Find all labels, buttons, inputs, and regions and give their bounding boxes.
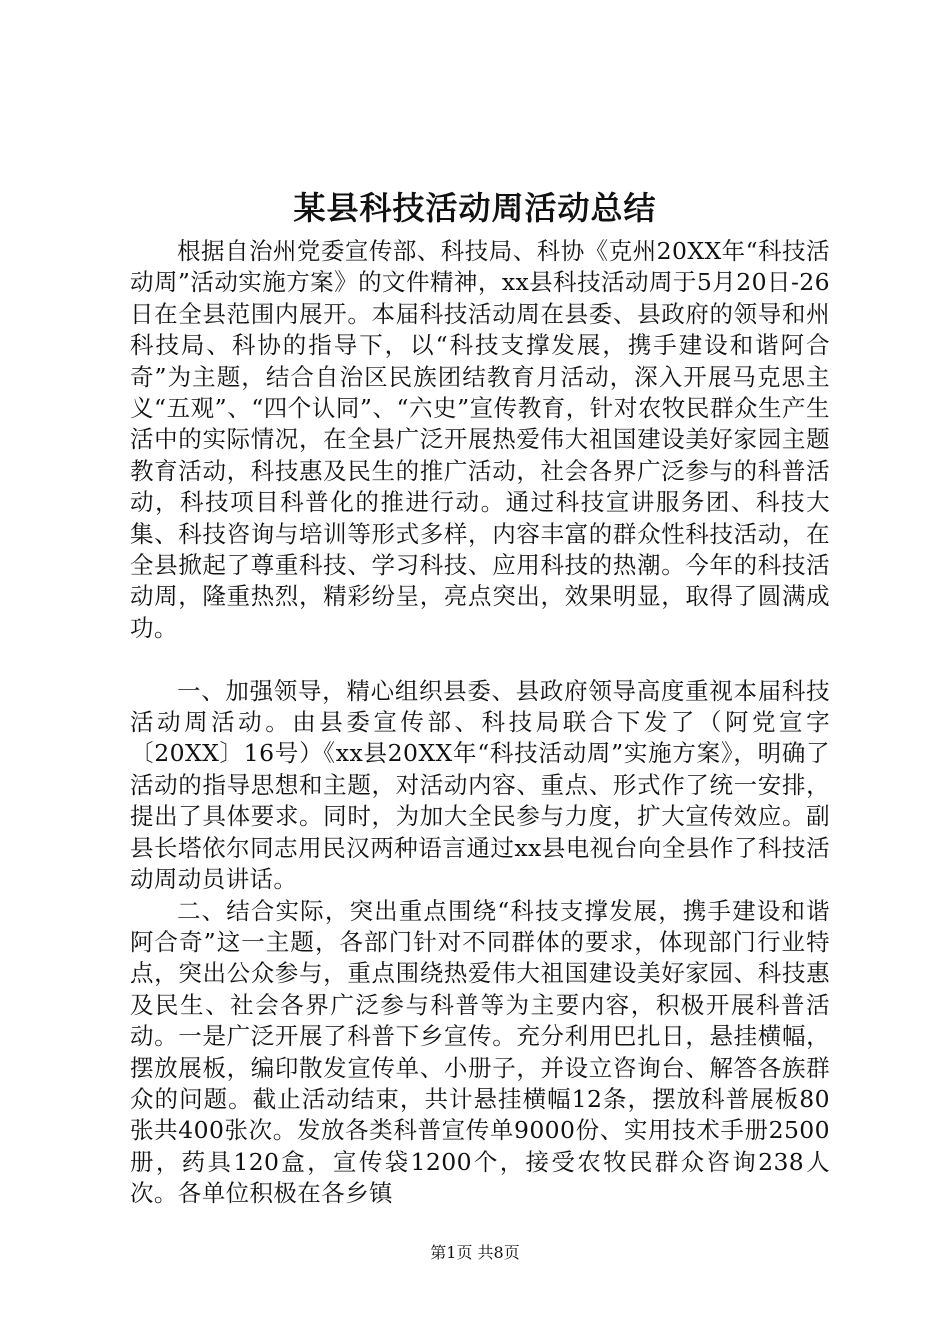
paragraph-section-2: 二、结合实际，突出重点围绕“科技支撑发展，携手建设和谐阿合奇”这一主题，各部门针对不同群体的要求，体现部门行业特点，突出公众参与，重点围绕热爱伟大祖国建设美好家园、科技惠及民生、社会各界广泛参与科普等为主要内容，积极开展科普活动。一是广泛开展了科普下乡宣传。充分利用巴扎日，悬挂横幅，摆放展板，编印散发宣传单、小册子，并设立咨询台、解答各族群众的问题。截止活动结束，共计悬挂横幅12条，摆放科普展板80张共400张次。发放各类科普宣传单9000份、实用技术手册2500册，药具120盒，宣传袋1200个，接受农牧民群众咨询238人次。各单位积极在各乡镇 (130, 896, 830, 1208)
page-footer: 第1页 共8页 (430, 1243, 520, 1262)
paragraph-intro: 根据自治州党委宣传部、科技局、科协《克州20XX年“科技活动周”活动实施方案》的文件精神，xx县科技活动周于5月20日-26日在全县范围内展开。本届科技活动周在县委、县政府的领导和州科技局、科协的指导下，以“科技支撑发展，携手建设和谐阿合奇”为主题，结合自治区民族团结教育月活动，深入开展马克思主义“五观”、“四个认同”、“六史”宣传教育，针对农牧民群众生产生活中的实际情况，在全县广泛开展热爱伟大祖国建设美好家园主题教育活动，科技惠及民生的推广活动，社会各界广泛参与的科普活动，科技项目科普化的推进行动。通过科技宣讲服务团、科技大集、科技咨询与培训等形式多样，内容丰富的群众性科技活动，在全县掀起了尊重科技、学习科技、应用科技的热潮。今年的科技活动周，隆重热烈，精彩纷呈，亮点突出，效果明显，取得了圆满成功。 (130, 237, 830, 642)
document-title: 某县科技活动周活动总结 (293, 189, 657, 227)
document-body (130, 236, 830, 1210)
paragraph-section-1: 一、加强领导，精心组织县委、县政府领导高度重视本届科技活动周活动。由县委宣传部、科技局联合下发了（阿党宣字〔20XX〕16号）《xx县20XX年“科技活动周”实施方案》，明确了活动的指导思想和主题，对活动内容、重点、形式作了统一安排，提出了具体要求。同时，为加大全民参与力度，扩大宣传效应。副县长塔依尔同志用民汉两种语言通过xx县电视台向全县作了科技活动周动员讲话。 (130, 676, 830, 894)
